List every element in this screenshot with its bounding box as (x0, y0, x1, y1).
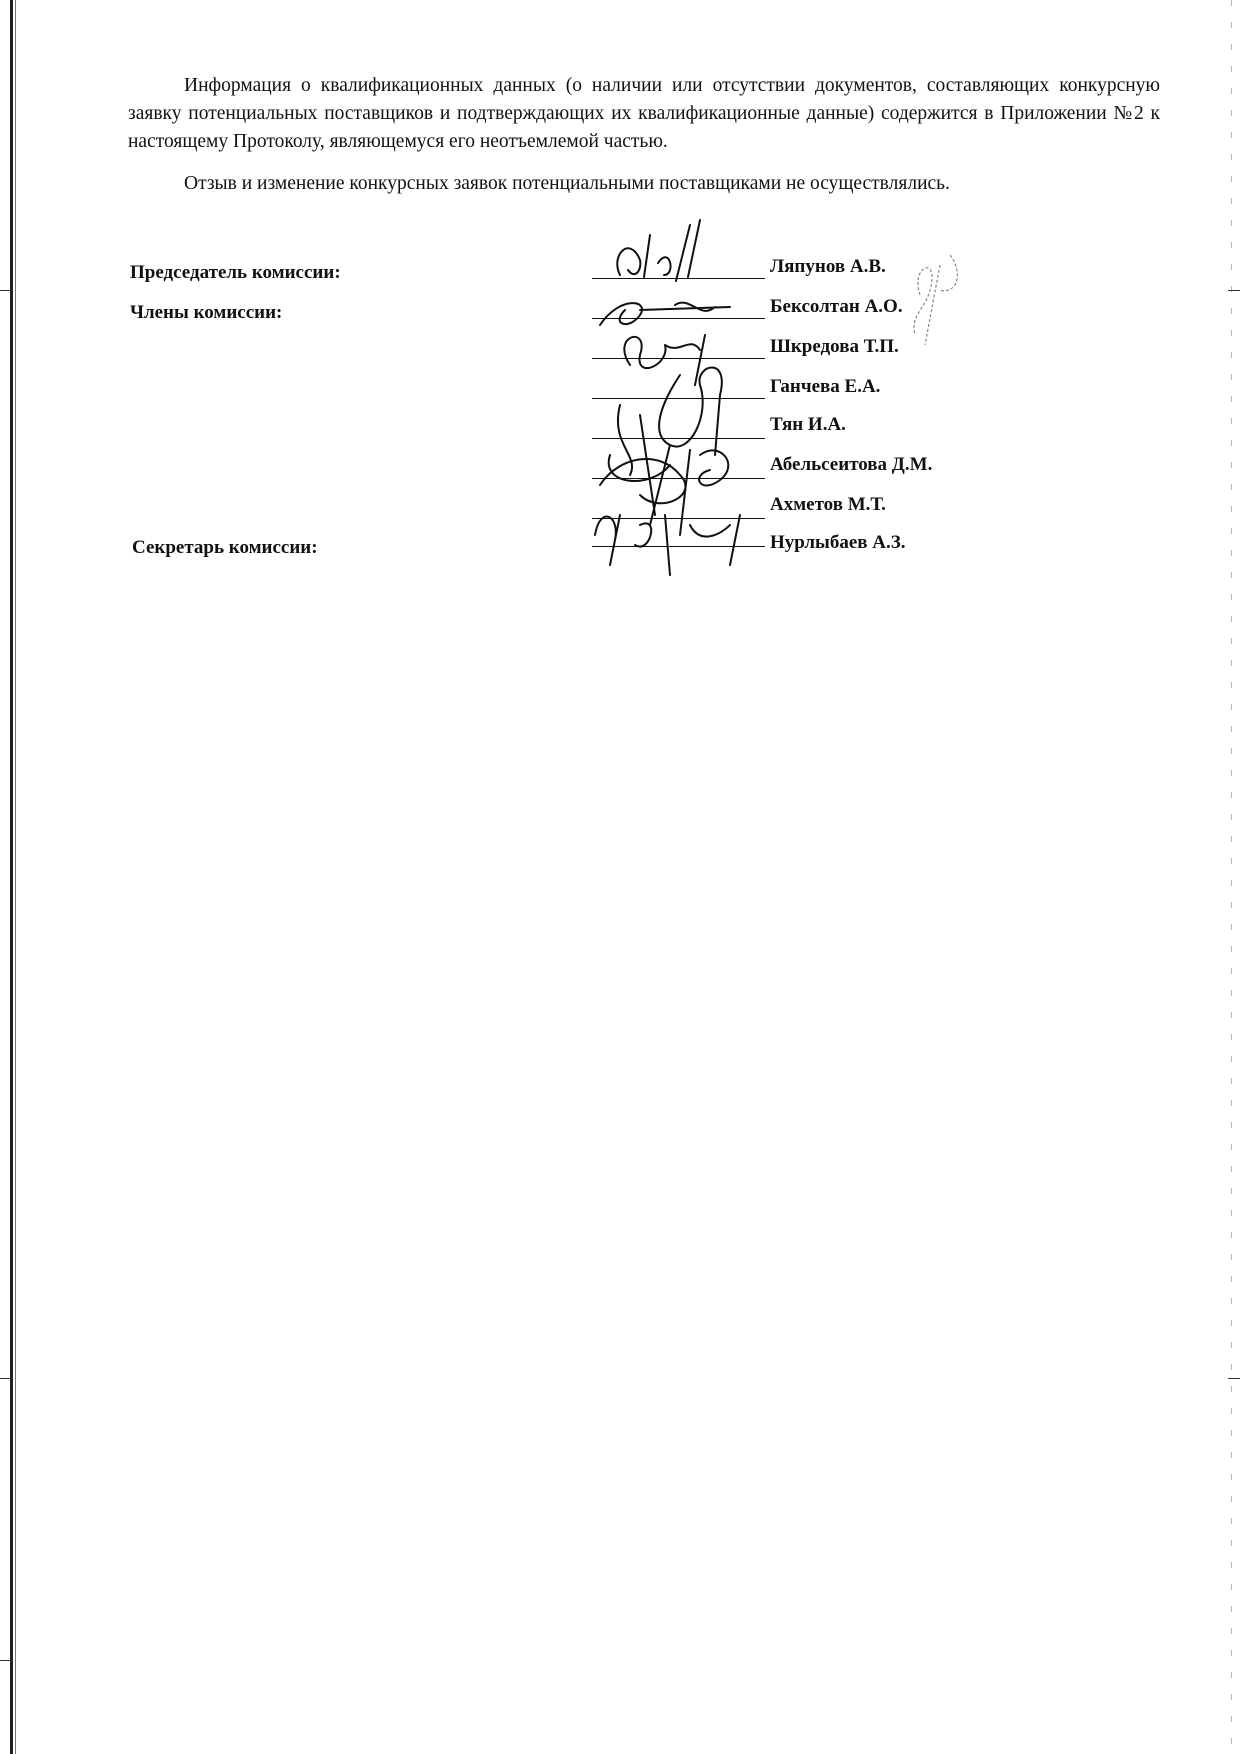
signatory-name: Ляпунов А.В. (770, 256, 886, 277)
chair-label: Председатель комиссии: (130, 262, 341, 283)
scan-tick (0, 1378, 12, 1379)
scan-edge-left (10, 0, 13, 1754)
scan-edge-left-inner (15, 0, 16, 1754)
handwritten-signatures (580, 215, 1020, 595)
signatory-name: Нурлыбаев А.З. (770, 532, 906, 553)
scan-edge-right (1231, 0, 1232, 1754)
scan-tick (0, 1660, 12, 1661)
withdrawal-info-paragraph: Отзыв и изменение конкурсных заявок потенциальными поставщиками не осуществлялись. (184, 173, 950, 194)
scan-tick (1228, 290, 1240, 291)
scan-tick (0, 290, 12, 291)
secretary-label: Секретарь комиссии: (132, 537, 318, 558)
signatory-name: Абельсеитова Д.М. (770, 454, 933, 475)
signatory-name: Тян И.А. (770, 414, 846, 435)
signatory-name: Ганчева Е.А. (770, 376, 881, 397)
members-label: Члены комиссии: (130, 302, 283, 323)
scan-tick (1228, 1378, 1240, 1379)
signatory-name: Ахметов М.Т. (770, 494, 886, 515)
qualification-info-paragraph: Информация о квалификационных данных (о наличии или отсутствии документов, составляющих конкурсную заявку потенциальных поставщиков и подтверждающих их квалификационные данные) содержится в Приложении №2 к настоящему Протоколу, являющемуся его неотъемлемой частью. (128, 75, 1160, 152)
signatory-name: Бексолтан А.О. (770, 296, 903, 317)
signatory-name: Шкредова Т.П. (770, 336, 899, 357)
